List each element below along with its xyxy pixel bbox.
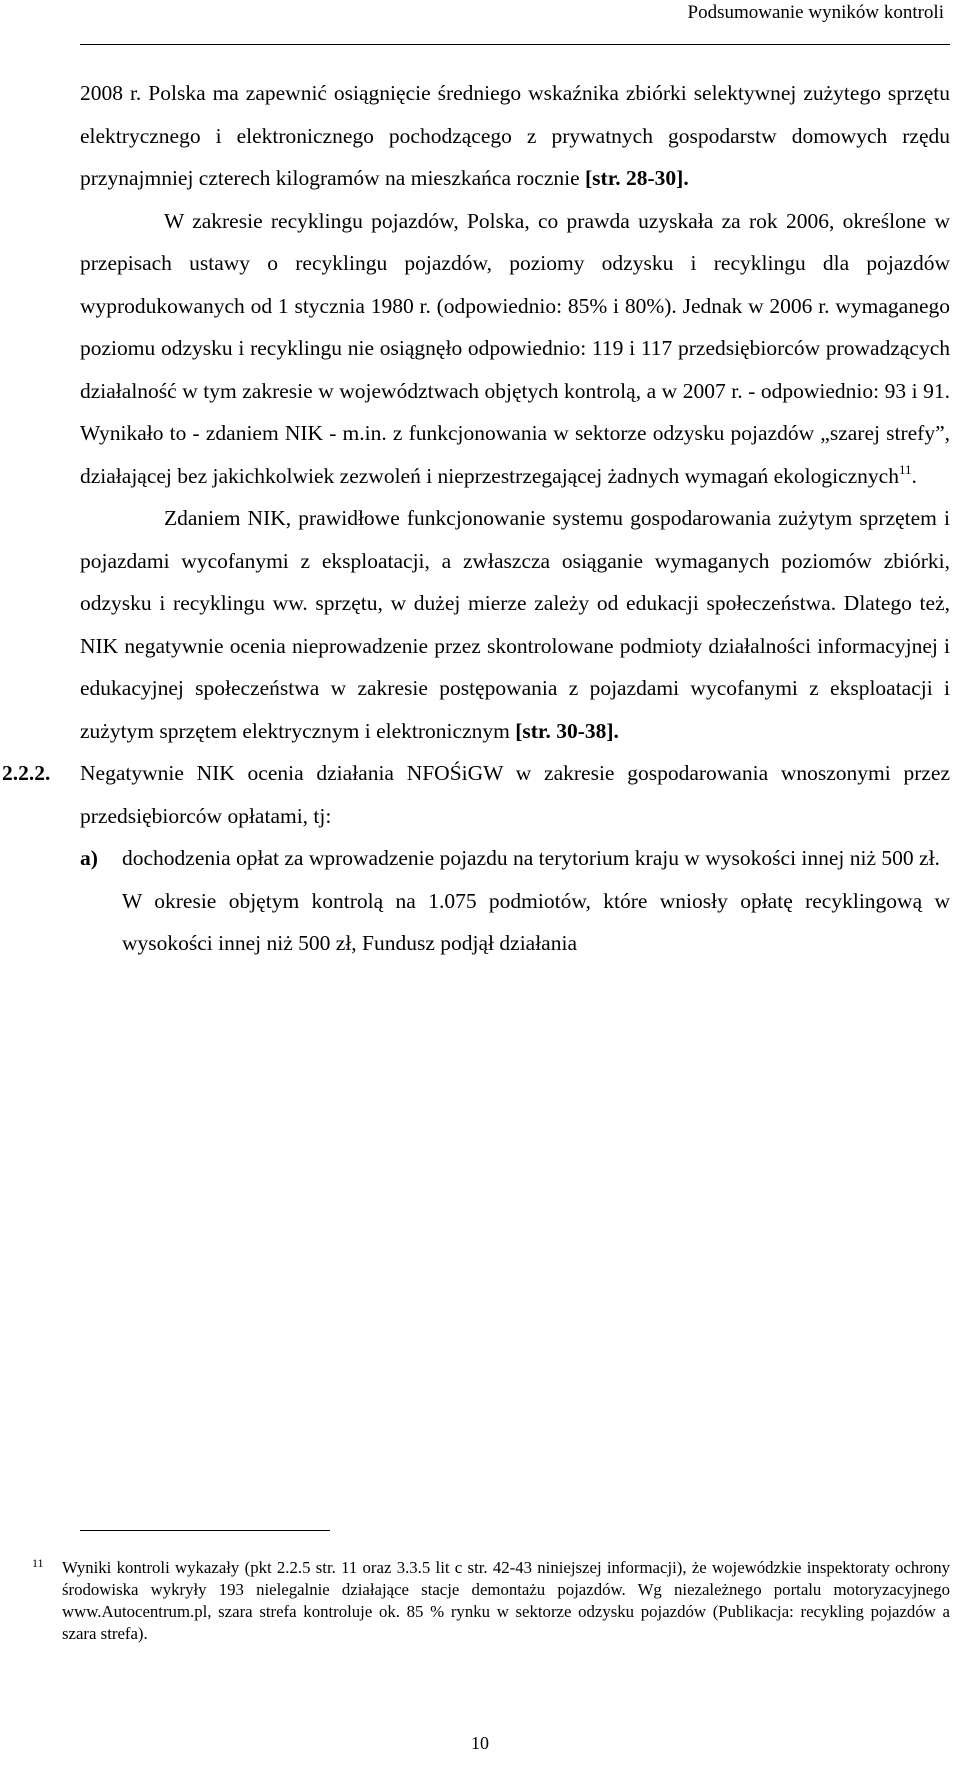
- section-text: Negatywnie NIK ocenia działania NFOŚiGW w zakresie gospodarowania wnoszonymi przez przedsiębiorców opłatami, tj:: [80, 761, 950, 828]
- footnote-separator: [80, 1530, 330, 1531]
- document-body: [2, 72, 950, 965]
- footnote-reference[interactable]: 11: [898, 461, 912, 477]
- list-item-label: a): [80, 846, 98, 870]
- paragraph-nik-opinion: [80, 497, 950, 752]
- section-2-2-2: [2, 752, 950, 965]
- paragraph-text: W zakresie recyklingu pojazdów, Polska, co prawda uzyskała za rok 2006, określone w przepisach ustawy o recyklingu pojazdów, poziomy odzysku i recyklingu dla pojazdów wyprodukowanych od 1 stycznia 1980 r. (odpowiednio: 85% i 80%). Jednak w 2006 r. wymaganego poziomu odzysku i recyklingu nie osiągnęło odpowiednio: 119 i 117 przedsiębiorców prowadzących działalność w tym zakresie w województwach objętych kontrolą, a w 2007 r. - odpowiednio: 93 i 91. Wynikało to - zdaniem NIK - m.in. z funkcjonowania w sektorze odzysku pojazdów „szarej strefy”, działającej bez jakichkolwiek zezwoleń i nieprzestrzegającej żadnych wymagań ekologicznych: [80, 208, 950, 488]
- page-number: 10: [471, 1733, 489, 1753]
- page-reference: [str. 28-30].: [585, 166, 689, 190]
- sentence-end: .: [911, 463, 917, 488]
- footnote-text: Wyniki kontroli wykazały (pkt 2.2.5 str. 11 oraz 3.3.5 lit c str. 42-43 niniejszej informacji), że wojewódzkie inspektoraty ochrony środowiska wykryły 193 nielegalnie działające stacje demontażu pojazdów. Wg niezależnego portalu motoryzacyjnego www.Autocentrum.pl, szara strefa kontroluje ok. 85 % rynku w sektorze odzysku pojazdów (Publikacja: recykling pojazdów a szara strefa).: [62, 1558, 950, 1643]
- list-item-text: dochodzenia opłat za wprowadzenie pojazdu na terytorium kraju w wysokości innej niż 500 zł.: [122, 846, 940, 870]
- list-item-continuation: W okresie objętym kontrolą na 1.075 podmiotów, które wniosły opłatę recyklingową w wysokości innej niż 500 zł, Fundusz podjął działania: [122, 888, 950, 955]
- page-reference: [str. 30-38].: [515, 718, 619, 743]
- paragraph-text: 2008 r. Polska ma zapewnić osiągnięcie średniego wskaźnika zbiórki selektywnej zużytego sprzętu elektrycznego i elektronicznego pochodzącego z prywatnych gospodarstw domowych rzędu przynajmniej czterech kilogramów na mieszkańca rocznie: [80, 81, 950, 190]
- footnote-number: 11: [32, 1556, 44, 1570]
- footnote-11: [32, 1557, 950, 1645]
- section-number: 2.2.2.: [2, 761, 51, 785]
- paragraph-recycling-vehicles: [80, 200, 950, 498]
- paragraph-text: Zdaniem NIK, prawidłowe funkcjonowanie systemu gospodarowania zużytym sprzętem i pojazdami wycofanymi z eksploatacji, a zwłaszcza osiąganie wymaganych poziomów zbiórki, odzysku i recyklingu ww. sprzętu, w dużej mierze zależy od edukacji społeczeństwa. Dlatego też, NIK negatywnie ocenia nieprowadzenie przez skontrolowane podmioty działalności informacyjnej i edukacyjnej społeczeństwa w zakresie postępowania z pojazdami wycofanymi z eksploatacji i zużytym sprzętem elektrycznym i elektronicznym: [80, 506, 950, 743]
- header-title: Podsumowanie wyników kontroli: [687, 2, 944, 23]
- paragraph-continuation: [80, 72, 950, 200]
- page-header: [80, 0, 950, 45]
- list-item-a: [80, 837, 950, 965]
